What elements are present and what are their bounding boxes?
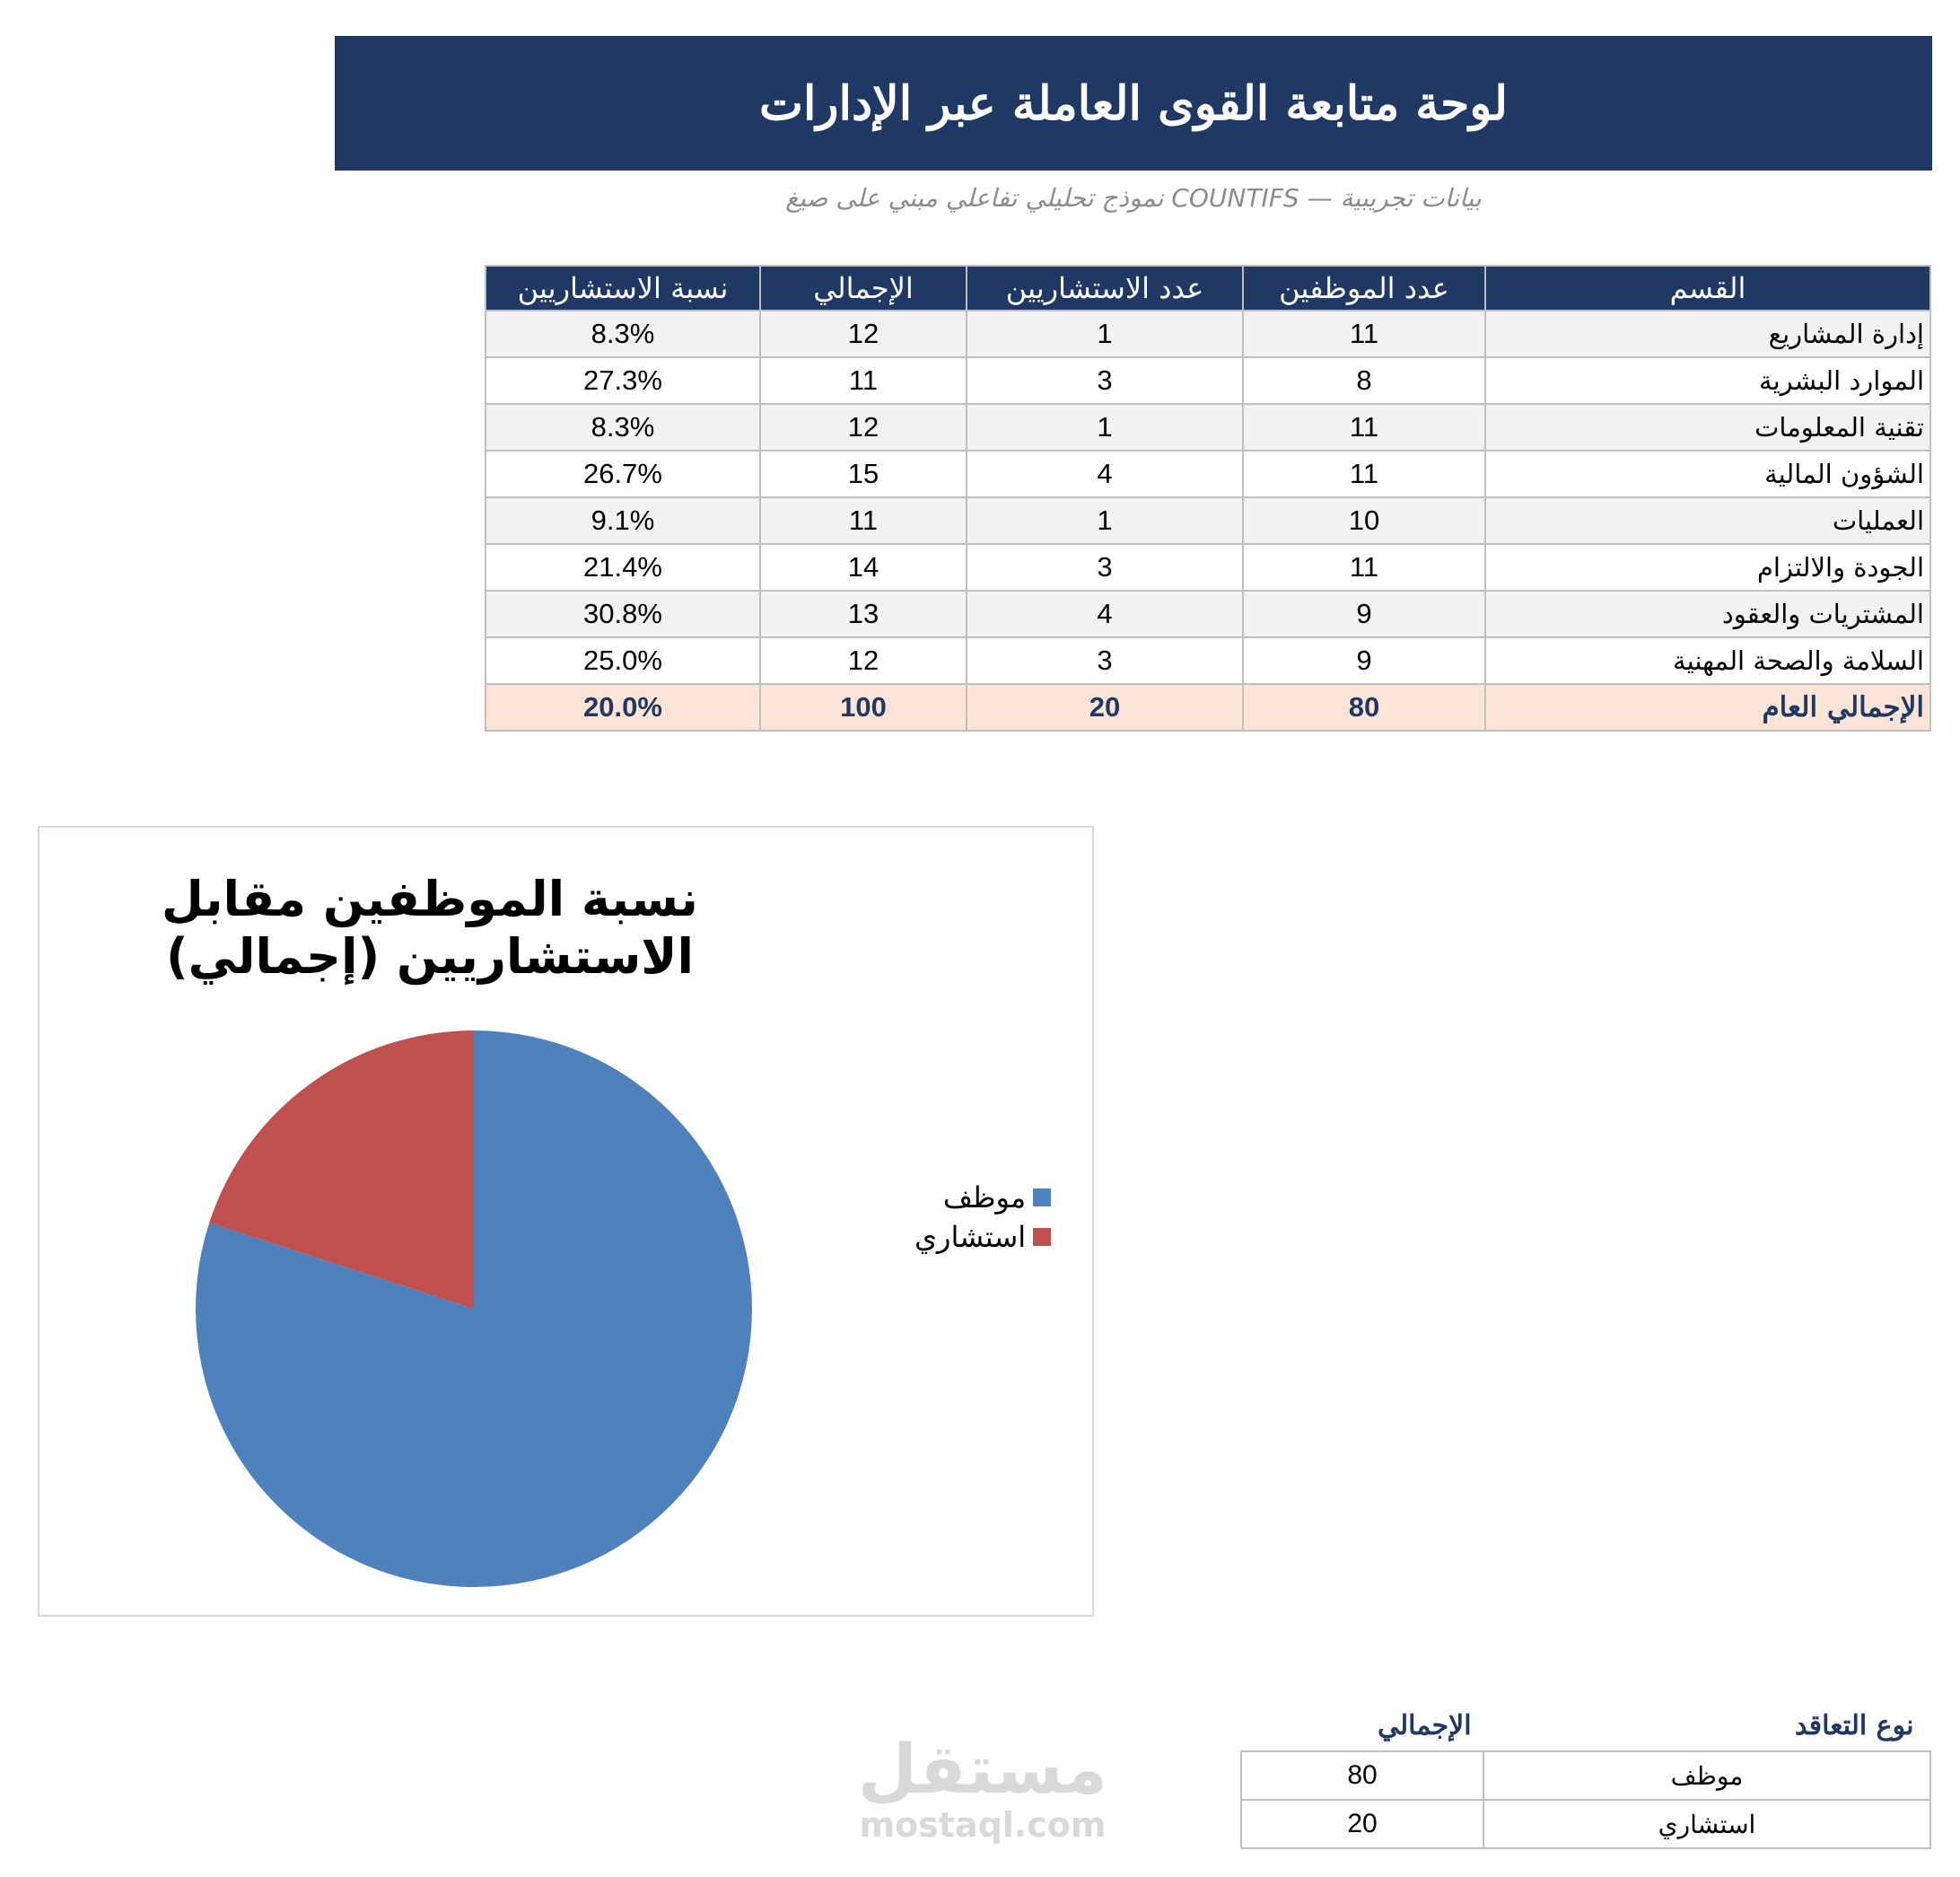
cell-employees[interactable]: 11 [1243,451,1485,497]
watermark-logo: مستقل [858,1729,1107,1809]
cell-consultants[interactable]: 1 [967,497,1243,544]
cell-total[interactable]: 12 [760,311,967,357]
cell-employees[interactable]: 9 [1243,591,1485,637]
cell-total[interactable]: 15 [760,451,967,497]
legend-label: استشاري [914,1220,1027,1254]
column-header[interactable]: الإجمالي [760,266,967,311]
cell-ratio[interactable]: 21.4% [486,544,760,591]
table-row [486,637,1930,684]
column-header[interactable]: القسم [1485,266,1930,311]
chart-title-line: الاستشاريين (إجمالي) [165,928,695,985]
cell-employees[interactable]: 8 [1243,357,1485,404]
pie-chart[interactable] [38,826,1094,1617]
cell-ratio[interactable]: 27.3% [486,357,760,404]
chart-legend [914,1178,1051,1257]
cell-department[interactable]: المشتريات والعقود [1485,591,1930,637]
cell-ratio[interactable]: 25.0% [486,637,760,684]
table-row [486,497,1930,544]
cell-consultants[interactable]: 4 [967,451,1243,497]
cell-consultants[interactable]: 1 [967,311,1243,357]
watermark-url: mostaql.com [859,1805,1107,1845]
cell-total[interactable]: 100 [760,684,967,731]
cell-total[interactable]: 13 [760,591,967,637]
legend-item [914,1217,1051,1257]
cell-ratio[interactable]: 26.7% [486,451,760,497]
cell-ratio[interactable]: 30.8% [486,591,760,637]
dashboard-subtitle: بيانات تجريبية — COUNTIFS نموذج تحليلي تفاعلي مبني على صيغ [785,183,1482,213]
cell-contract-type[interactable]: استشاري [1483,1800,1930,1848]
cell-department[interactable]: العمليات [1485,497,1930,544]
cell-total[interactable]: 12 [760,637,967,684]
cell-contract-type[interactable]: موظف [1483,1751,1930,1800]
cell-ratio[interactable]: 20.0% [486,684,760,731]
cell-department[interactable]: الشؤون المالية [1485,451,1930,497]
summary-header-total: الإجمالي [1378,1710,1472,1741]
cell-department[interactable]: تقنية المعلومات [1485,404,1930,451]
department-table [485,265,1931,732]
cell-ratio[interactable]: 9.1% [486,497,760,544]
table-row [486,451,1930,497]
cell-ratio[interactable]: 8.3% [486,404,760,451]
cell-consultants[interactable]: 3 [967,544,1243,591]
cell-department[interactable]: السلامة والصحة المهنية [1485,637,1930,684]
table-header-row [486,266,1930,311]
cell-total[interactable]: 11 [760,357,967,404]
summary-table [1240,1750,1931,1849]
table-row [486,357,1930,404]
cell-employees[interactable]: 11 [1243,311,1485,357]
table-row [1241,1800,1930,1848]
cell-total[interactable]: 20 [1241,1800,1483,1848]
legend-swatch [1033,1188,1051,1206]
column-header[interactable]: عدد الاستشاريين [967,266,1243,311]
cell-employees[interactable]: 11 [1243,544,1485,591]
cell-department[interactable]: الموارد البشرية [1485,357,1930,404]
legend-swatch [1033,1228,1051,1246]
table-row [486,544,1930,591]
summary-header-type: نوع التعاقد [1795,1710,1914,1741]
cell-department[interactable]: إدارة المشاريع [1485,311,1930,357]
cell-employees[interactable]: 10 [1243,497,1485,544]
cell-total[interactable]: 12 [760,404,967,451]
watermark [857,1729,1108,1845]
column-header[interactable]: عدد الموظفين [1243,266,1485,311]
dashboard-title: لوحة متابعة القوى العاملة عبر الإدارات [335,36,1932,171]
table-row [486,591,1930,637]
table-row [1241,1751,1930,1800]
cell-consultants[interactable]: 4 [967,591,1243,637]
table-row [486,404,1930,451]
legend-item [914,1178,1051,1217]
grand-total-row [486,684,1930,731]
table-row [486,311,1930,357]
cell-consultants[interactable]: 3 [967,637,1243,684]
cell-consultants[interactable]: 3 [967,357,1243,404]
cell-consultants[interactable]: 1 [967,404,1243,451]
cell-consultants[interactable]: 20 [967,684,1243,731]
column-header[interactable]: نسبة الاستشاريين [486,266,760,311]
cell-total[interactable]: 11 [760,497,967,544]
cell-department[interactable]: الإجمالي العام [1485,684,1930,731]
legend-label: موظف [942,1180,1027,1215]
chart-title-line: نسبة الموظفين مقابل [162,871,698,927]
cell-department[interactable]: الجودة والالتزام [1485,544,1930,591]
cell-ratio[interactable]: 8.3% [486,311,760,357]
cell-employees[interactable]: 11 [1243,404,1485,451]
cell-employees[interactable]: 9 [1243,637,1485,684]
cell-total[interactable]: 14 [760,544,967,591]
cell-employees[interactable]: 80 [1243,684,1485,731]
cell-total[interactable]: 80 [1241,1751,1483,1800]
